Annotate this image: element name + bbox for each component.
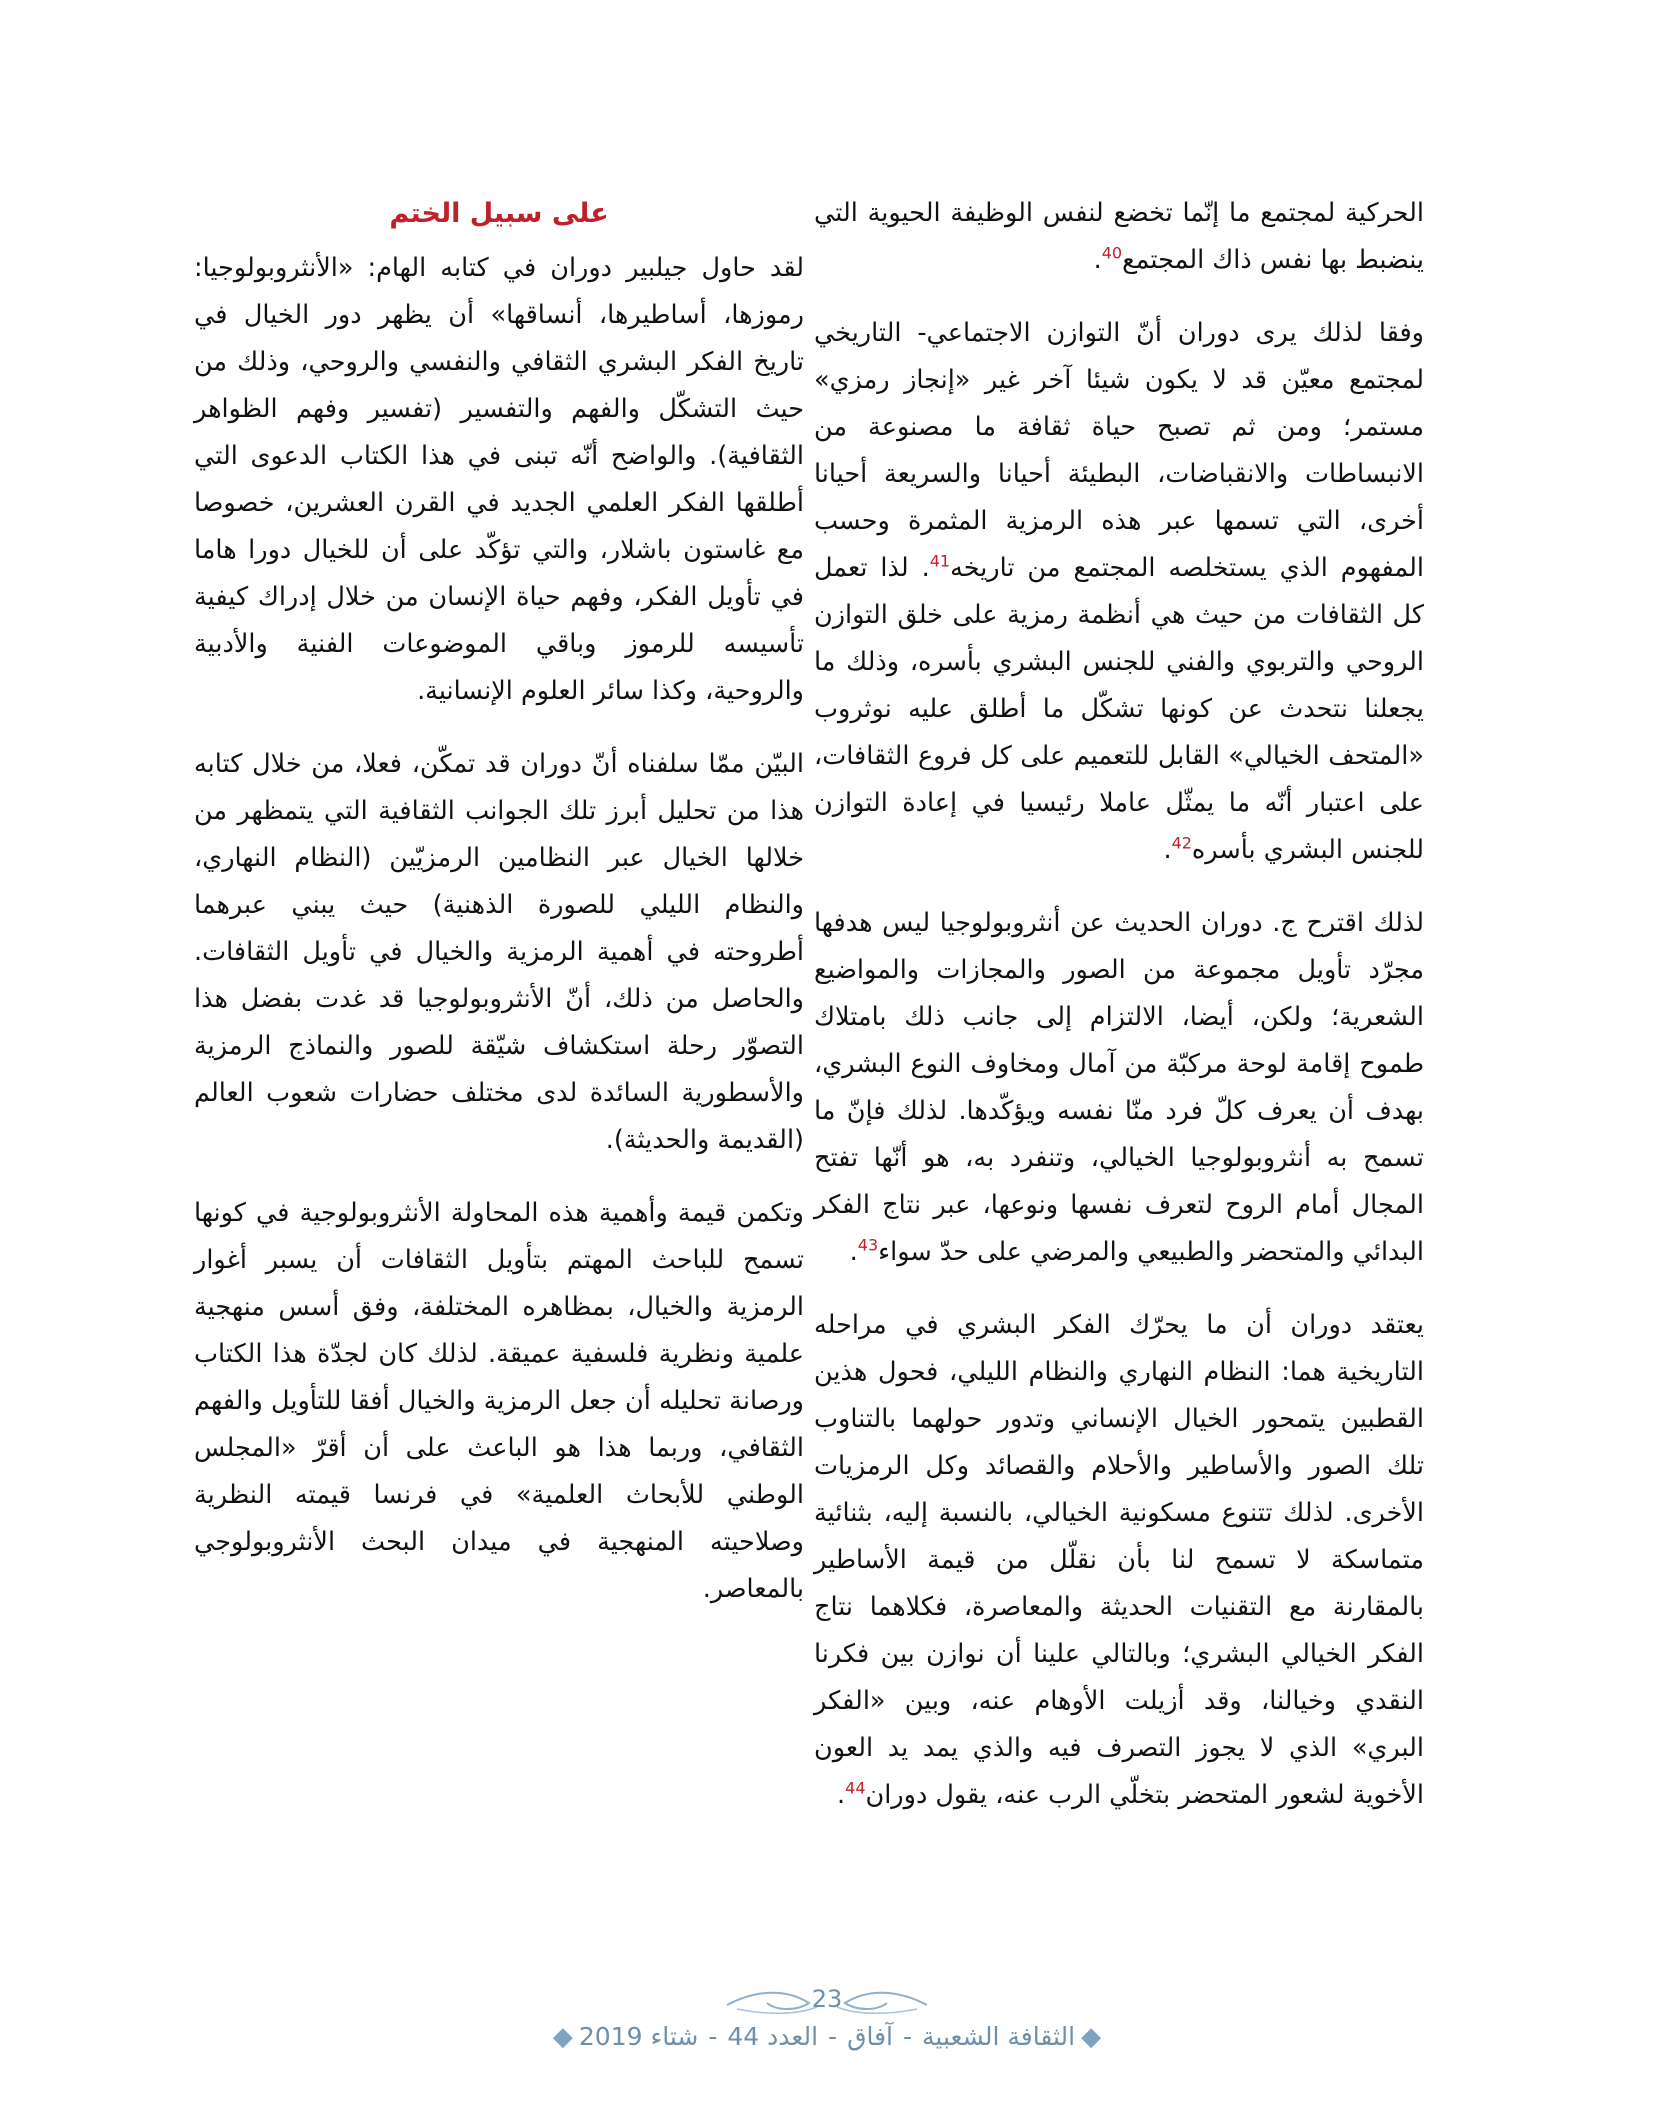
magazine-name: الثقافة الشعبية [922, 2022, 1076, 2051]
right-paragraph-3: لذلك اقترح ج. دوران الحديث عن أنثروبولوجيا ليس هدفها مجرّد تأويل مجموعة من الصور والمجازات والمواضيع الشعرية؛ ولكن، أيضا، الالتزام إلى جانب ذلك بامتلاك طموح إقامة لوحة مركبّة من آمال ومخاوف النوع البشري، بهدف أن يعرف كلّ فرد منّا نفسه ويؤكّدها. لذلك فإنّ ما تسمح به أنثروبولوجيا الخيالي، وتنفرد به، هو أنّها تفتح المجال أمام الروح لتعرف نفسها ونوعها، عبر نتاج الفكر البدائي والمتحضر والطبيعي والمرضي على حدّ سواء$^{43}$. [814, 908, 1424, 1267]
left-paragraph-1: لقد حاول جيلبير دوران في كتابه الهام: «الأنثروبولوجيا: رموزها، أساطيرها، أنساقها» أن يظهر دور الخيال في تاريخ الفكر البشري الثقافي والنفسي والروحي، وذلك من حيث التشكّل والفهم والتفسير (تفسير وفهم الظواهر الثقافية). والواضح أنّه تبنى في هذا الكتاب الدعوى التي أطلقها الفكر العلمي الجديد في القرن العشرين، خصوصا مع غاستون باشلار، والتي تؤكّد على أن للخيال دورا هاما في تأويل الفكر، وفهم حياة الإنسان من خلال إدراك كيفية تأسيسه للرموز وباقي الموضوعات الفنية والأدبية والروحية، وكذا سائر العلوم الإنسانية. [194, 253, 804, 706]
page-number: 23 [811, 1985, 843, 2013]
issue-number: 44 [727, 2022, 760, 2051]
aafaq-label: آفاق [847, 2022, 893, 2051]
season-label: شتاء [650, 2022, 699, 2051]
footer-magazine-line: ◆الثقافة الشعبية-آفاق-العدد 44-شتاء 2019◆ [552, 2022, 1102, 2052]
section-heading: على سبيل الختم [389, 198, 609, 229]
year-label: 2019 [578, 2022, 643, 2051]
left-column [194, 190, 804, 1639]
diamond-ornament-icon: ◆ [1081, 2022, 1102, 2052]
footnote-ref-42[interactable]: 42 [1171, 833, 1192, 853]
right-paragraph-4: يعتقد دوران أن ما يحرّك الفكر البشري في مراحله التاريخية هما: النظام النهاري والنظام الليلي، فحول هذين القطبين يتمحور الخيال الإنساني وتدور حولهما بالتناوب تلك الصور والأساطير والأحلام والقصائد وكل الرمزيات الأخرى. لذلك تتنوع مسكونية الخيالي، بالنسبة إليه، بثنائية متماسكة لا تسمح لنا بأن نقلّل من قيمة الأساطير بالمقارنة مع التقنيات الحديثة والمعاصرة، فكلاهما نتاج الفكر الخيالي البشري؛ وبالتالي علينا أن نوازن بين فكرنا النقدي وخيالنا، وقد أزيلت الأوهام عنه، وبين «الفكر البري» الذي لا يجوز التصرف فيه والذي يمد يد العون الأخوية لشعور المتحضر بتخلّي الرب عنه، يقول دوران$^{44}$. [814, 1310, 1424, 1810]
left-paragraph-2: البيّن ممّا سلفناه أنّ دوران قد تمكّن، فعلا، من خلال كتابه هذا من تحليل أبرز تلك الجوانب الثقافية التي يتمظهر من خلالها الخيال عبر النظامين الرمزيّين (النظام النهاري، والنظام الليلي للصورة الذهنية) حيث يبني عبرهما أطروحته في أهمية الرمزية والخيال في تأويل الثقافات. والحاصل من ذلك، أنّ الأنثروبولوجيا قد غدت بفضل هذا التصوّر رحلة استكشاف شيّقة للصور والنماذج الرمزية والأسطورية السائدة لدى مختلف حضارات شعوب العالم (القديمة والحديثة). [194, 749, 804, 1155]
right-paragraph-1: الحركية لمجتمع ما إنّما تخضع لنفس الوظيفة الحيوية التي ينضبط بها نفس ذاك المجتمع$^{40}$. [814, 198, 1424, 275]
left-paragraph-3: وتكمن قيمة وأهمية هذه المحاولة الأنثروبولوجية في كونها تسمح للباحث المهتم بتأويل الثقافات أن يسبر أغوار الرمزية والخيال، بمظاهره المختلفة، وفق أسس منهجية علمية ونظرية فلسفية عميقة. لذلك كان لجدّة هذا الكتاب ورصانة تحليله أن جعل الرمزية والخيال أفقا للتأويل والفهم الثقافي، وربما هذا هو الباعث على أن أقرّ «المجلس الوطني للأبحاث العلمية» في فرنسا قيمته النظرية وصلاحيته المنهجية في ميدان البحث الأنثروبولوجي بالمعاصر. [194, 1198, 804, 1604]
diamond-ornament-icon: ◆ [552, 2022, 573, 2052]
issue-label: العدد [767, 2022, 819, 2051]
right-column [814, 190, 1424, 1845]
footnote-ref-43[interactable]: 43 [857, 1235, 879, 1255]
right-paragraph-2: وفقا لذلك يرى دوران أنّ التوازن الاجتماعي- التاريخي لمجتمع معيّن قد لا يكون شيئا آخر غير «إنجاز رمزي» مستمر؛ ومن ثم تصبح حياة ثقافة ما مصنوعة من الانبساطات والانقباضات، البطيئة أحيانا والسريعة أحيانا أخرى، التي تسمها عبر هذه الرمزية المثمرة وحسب المفهوم الذي يستخلصه المجتمع من تاريخه$^{41}$. لذا تعمل كل الثقافات من حيث هي أنظمة رمزية على خلق التوازن الروحي والتربوي والفني للجنس البشري بأسره، وذلك ما يجعلنا نتحدث عن كونها تشكّل ما أطلق عليه نوثروب «المتحف الخيالي» القابل للتعميم على كل فروع الثقافات، على اعتبار أنّه ما يمثّل عاملا رئيسيا في إعادة التوازن للجنس البشري بأسره$^{42}$. [814, 318, 1424, 865]
footnote-ref-41[interactable]: 41 [929, 551, 951, 571]
footnote-ref-40[interactable]: 40 [1101, 243, 1123, 263]
footnote-ref-44[interactable]: 44 [845, 1778, 866, 1798]
